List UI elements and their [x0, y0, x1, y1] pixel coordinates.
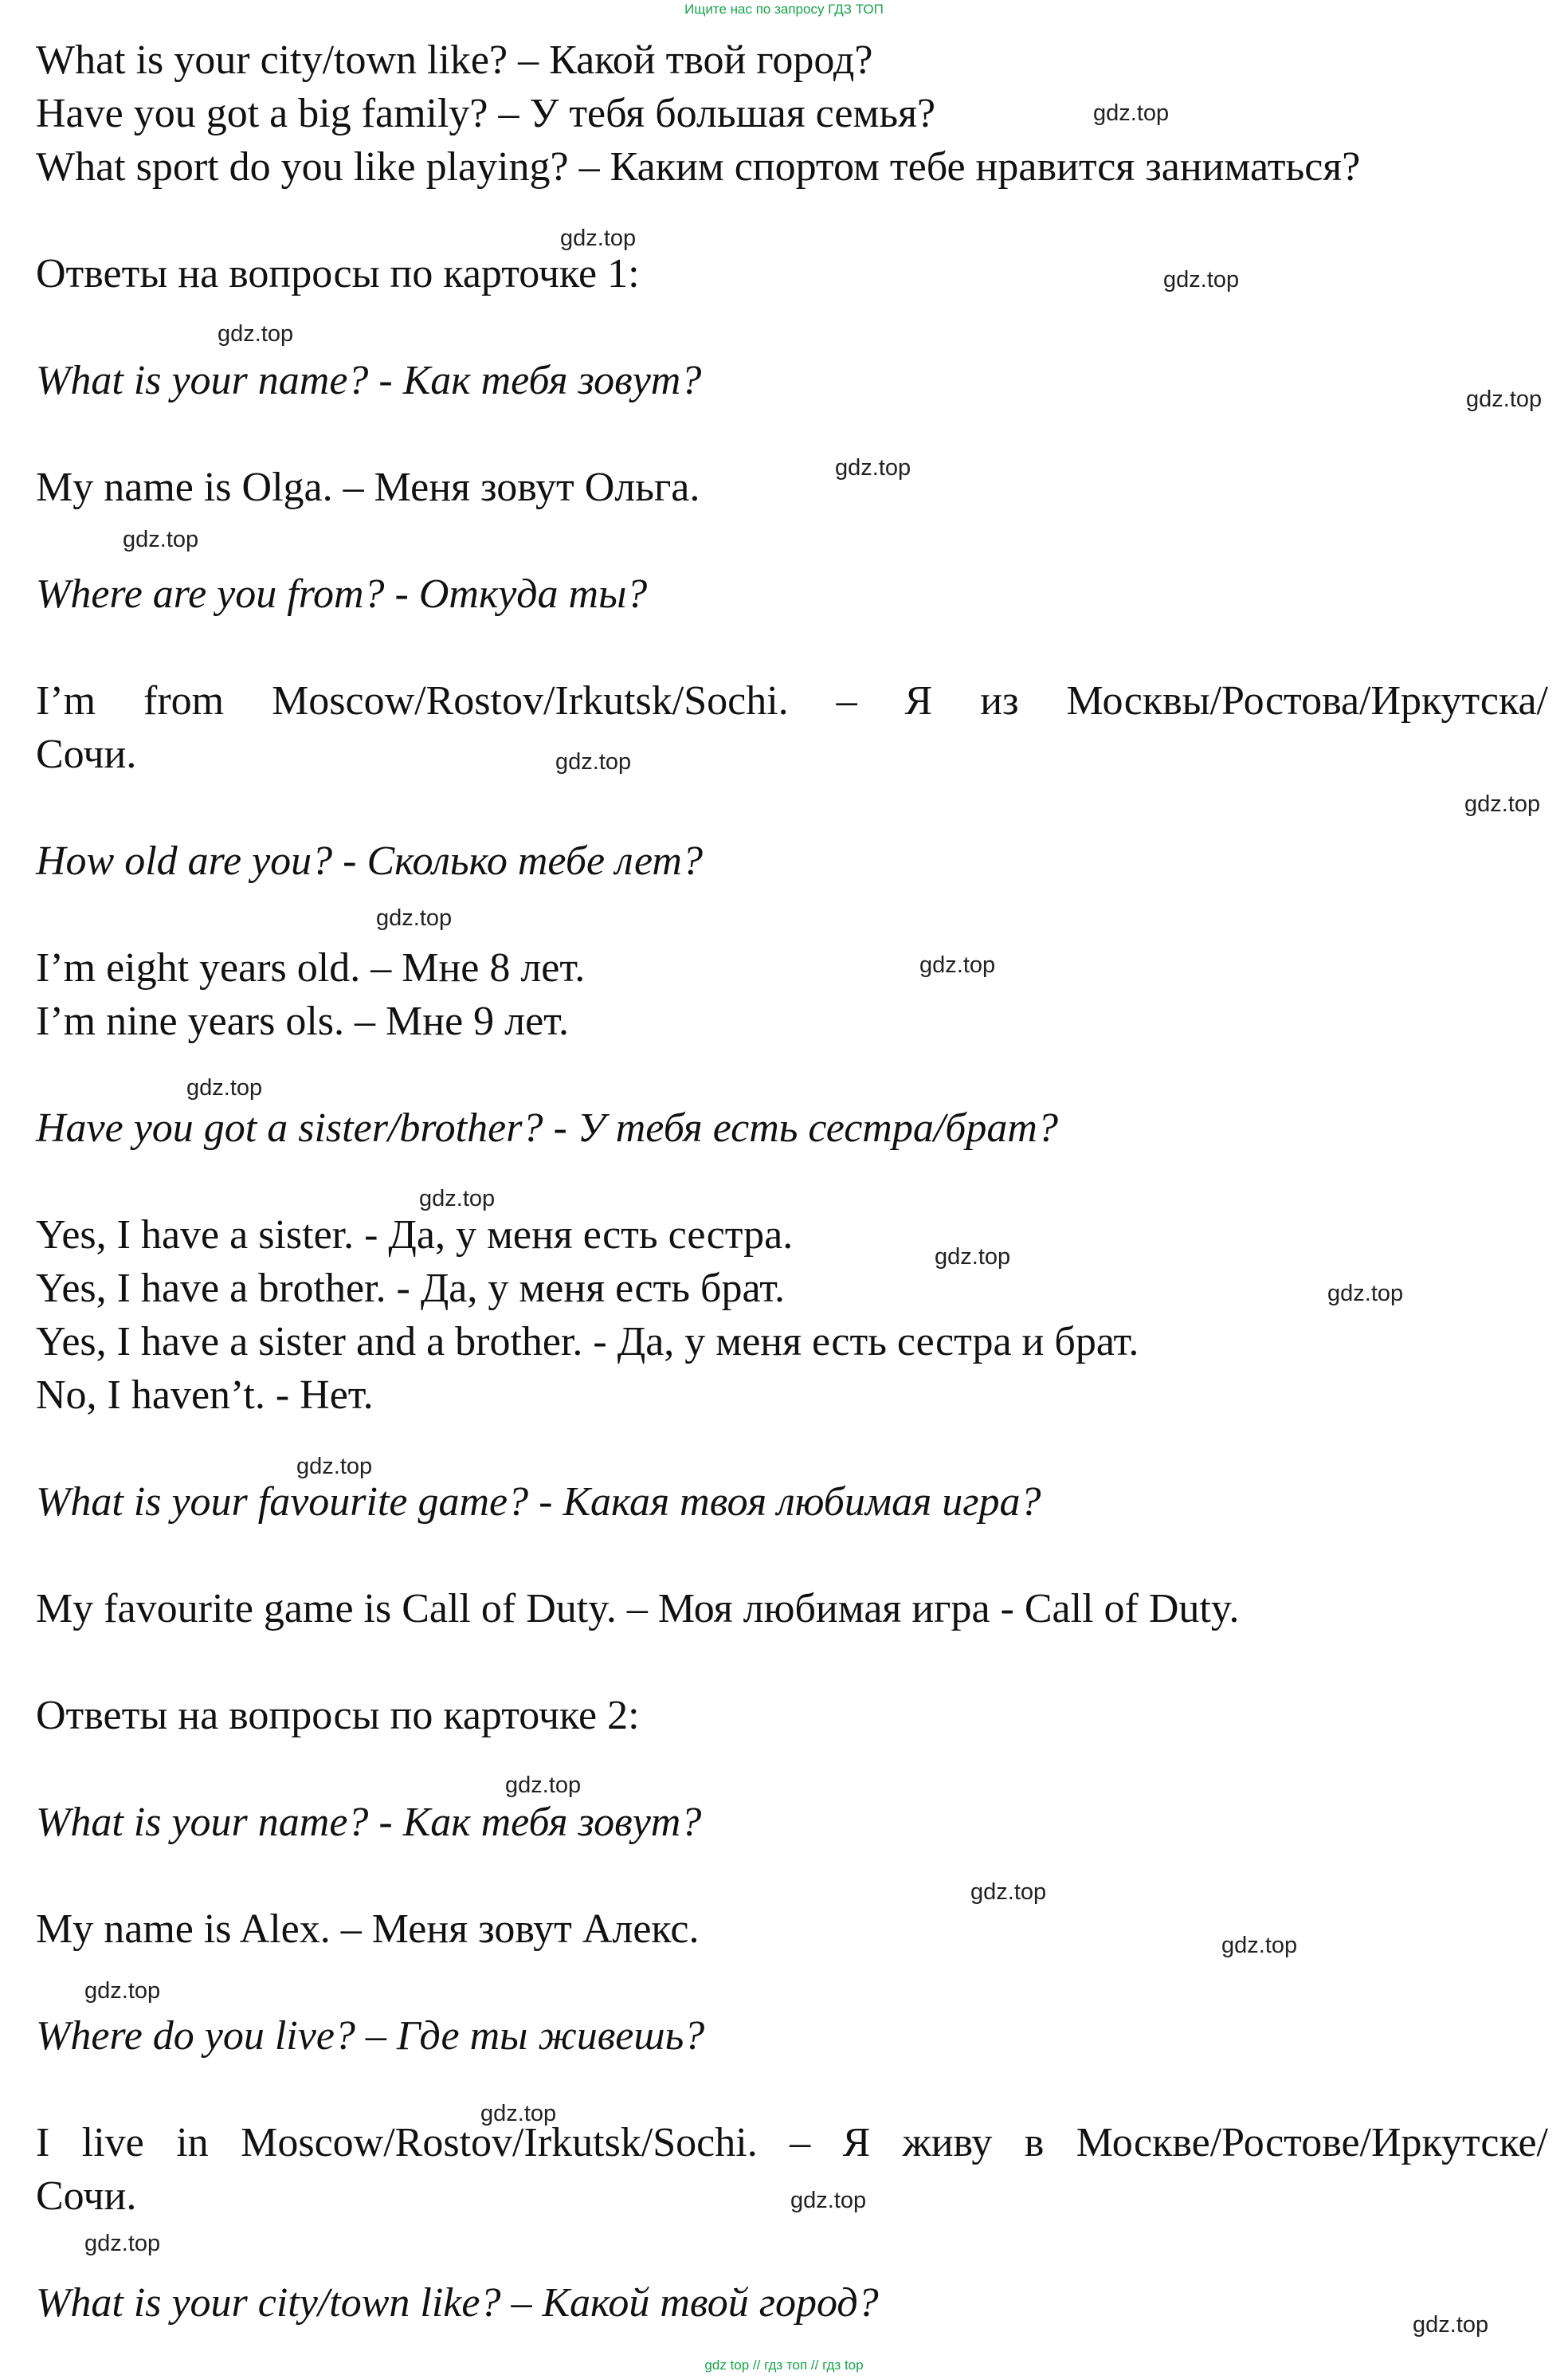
watermark: gdz.top [1413, 2312, 1489, 2338]
watermark: gdz.top [376, 905, 453, 931]
watermark: gdz.top [790, 2188, 867, 2213]
footer-note: gdz top // гдз топ // гдз top [704, 2357, 864, 2373]
answer-line: My name is Alex. – Меня зовут Алекс. [36, 1906, 700, 1952]
answer-line: No, I haven’t. - Нет. [36, 1372, 374, 1418]
section-heading: Ответы на вопросы по карточке 2: [36, 1693, 640, 1738]
watermark: gdz.top [186, 1075, 263, 1101]
watermark: gdz.top [505, 1772, 582, 1798]
question-line: What is your favourite game? - Какая твоя любимая игра? [36, 1479, 1041, 1525]
question-line: Where do you live? – Где ты живешь? [36, 2013, 705, 2059]
answer-line: Yes, I have a sister. - Да, у меня есть сестра. [36, 1212, 794, 1258]
answer-line: I’m from Moscow/Rostov/Irkutsk/Sochi. – Я из Москвы/Ростова/Иркутска/ [36, 678, 1548, 724]
header-note: Ищите нас по запросу ГДЗ ТОП [684, 2, 884, 17]
question-line: Have you got a sister/brother? - У тебя есть сестра/брат? [36, 1105, 1058, 1151]
question-line: What is your name? - Как тебя зовут? [36, 358, 702, 403]
answer-line: I’m eight years old. – Мне 8 лет. [36, 945, 586, 991]
watermark: gdz.top [835, 455, 911, 481]
watermark: gdz.top [970, 1879, 1047, 1905]
watermark: gdz.top [1327, 1281, 1404, 1306]
answer-line: My name is Olga. – Меня зовут Ольга. [36, 465, 700, 510]
watermark: gdz.top [84, 1978, 161, 2004]
answer-line: Yes, I have a brother. - Да, у меня есть брат. [36, 1266, 786, 1311]
answer-line: I live in Moscow/Rostov/Irkutsk/Sochi. – Я живу в Москве/Ростове/Иркутске/ [36, 2120, 1548, 2165]
text-line: What sport do you like playing? – Каким спортом тебе нравится заниматься? [36, 144, 1361, 190]
watermark: gdz.top [1221, 1933, 1298, 1958]
answer-line: My favourite game is Call of Duty. – Моя любимая игра - Call of Duty. [36, 1586, 1240, 1631]
watermark: gdz.top [123, 527, 199, 552]
watermark: gdz.top [218, 321, 294, 347]
question-line: How old are you? - Сколько тебе лет? [36, 838, 703, 884]
watermark: gdz.top [1466, 387, 1543, 412]
watermark: gdz.top [919, 952, 996, 978]
watermark: gdz.top [480, 2101, 557, 2126]
watermark: gdz.top [935, 1244, 1011, 1270]
answer-line: Сочи. [36, 2173, 137, 2219]
watermark: gdz.top [1163, 267, 1240, 292]
section-heading: Ответы на вопросы по карточке 1: [36, 251, 640, 296]
question-line: What is your name? - Как тебя зовут? [36, 1800, 702, 1845]
watermark: gdz.top [1464, 791, 1541, 817]
text-line: Have you got a big family? – У тебя большая семья? [36, 91, 936, 136]
watermark: gdz.top [1093, 100, 1170, 126]
watermark: gdz.top [560, 226, 637, 251]
watermark: gdz.top [296, 1454, 373, 1479]
answer-line: Сочи. [36, 732, 137, 777]
answer-line: I’m nine years ols. – Мне 9 лет. [36, 999, 569, 1044]
watermark: gdz.top [419, 1186, 496, 1211]
question-line: Where are you from? - Откуда ты? [36, 571, 648, 617]
text-line: What is your city/town like? – Какой твой город? [36, 37, 873, 83]
question-line: What is your city/town like? – Какой твой город? [36, 2280, 879, 2326]
watermark: gdz.top [84, 2231, 161, 2256]
answer-line: Yes, I have a sister and a brother. - Да, у меня есть сестра и брат. [36, 1319, 1139, 1364]
watermark: gdz.top [555, 749, 632, 775]
